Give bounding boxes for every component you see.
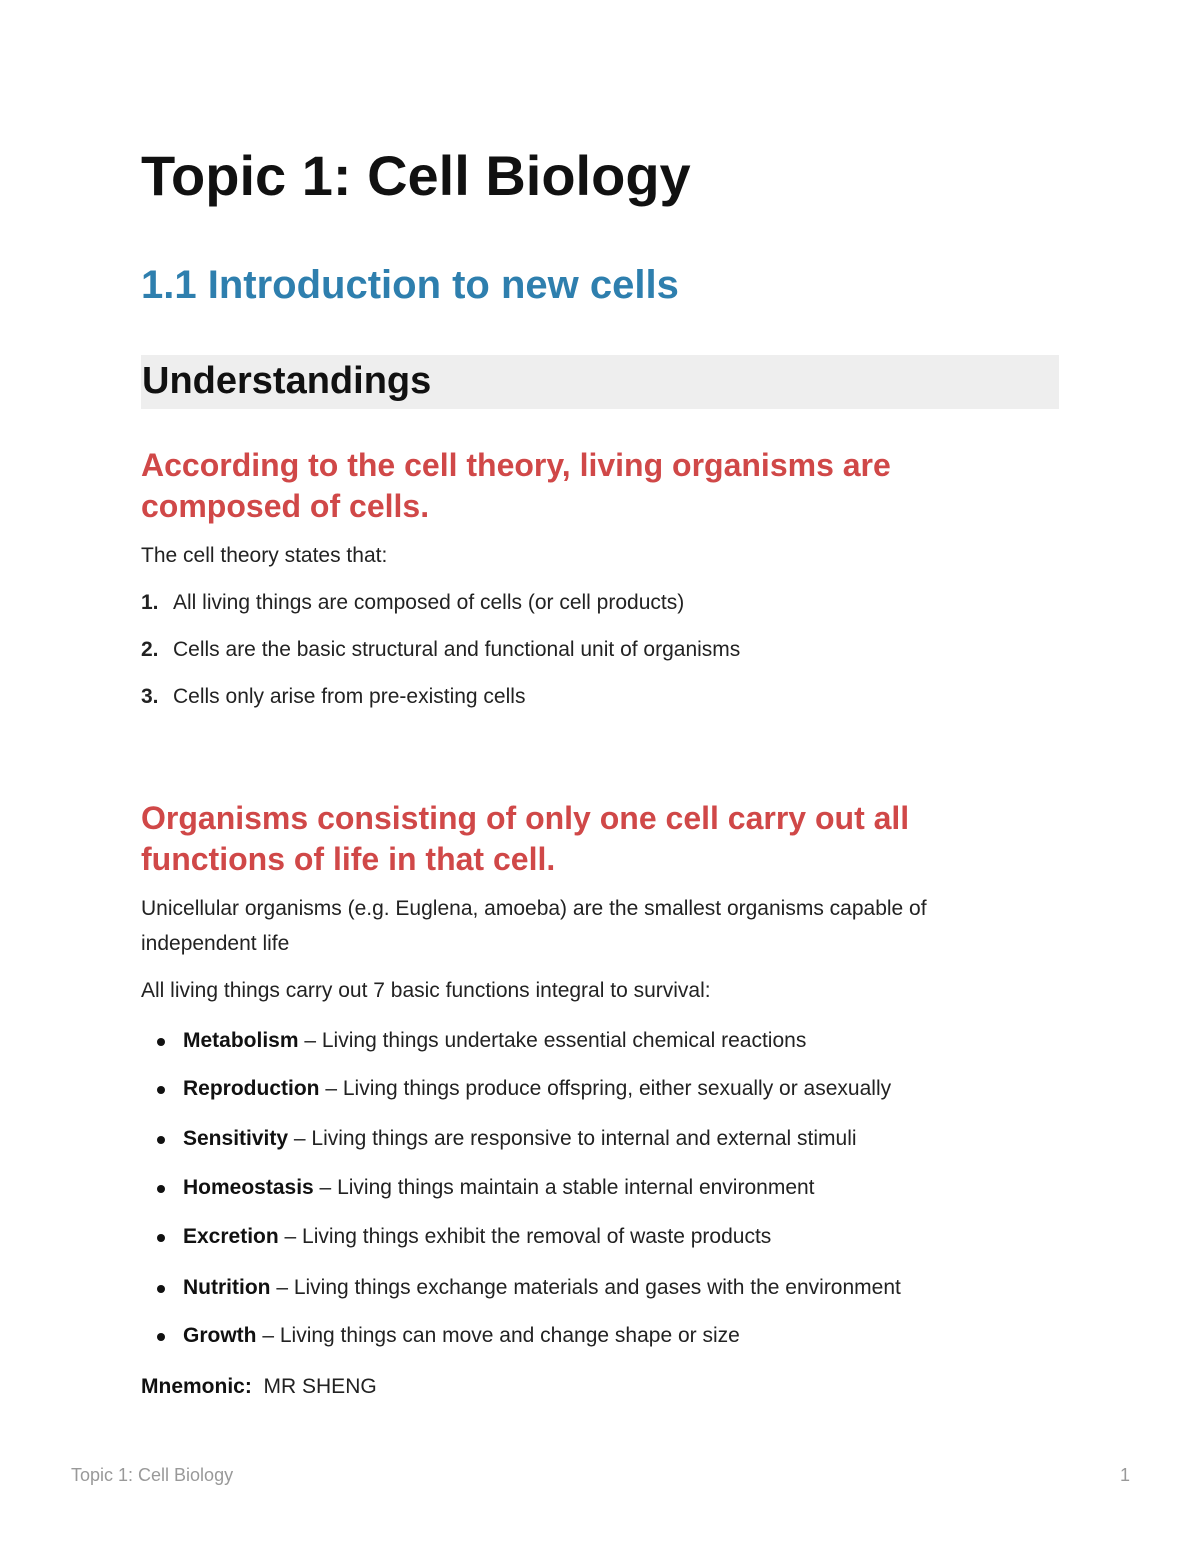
bullet-icon xyxy=(157,1234,165,1242)
page-title: Topic 1: Cell Biology xyxy=(141,144,691,207)
section-heading: 1.1 Introduction to new cells xyxy=(141,263,679,307)
point-number: 3. xyxy=(141,685,159,708)
point-text: Cells are the basic structural and functional unit of organisms xyxy=(173,638,741,661)
bullet-icon xyxy=(157,1038,165,1046)
function-desc: – Living things produce offspring, either sexually or asexually xyxy=(319,1077,892,1100)
bullet-icon xyxy=(157,1285,165,1293)
point-text: All living things are composed of cells (or cell products) xyxy=(173,591,685,614)
cell-theory-point xyxy=(141,588,684,618)
footer-title: Topic 1: Cell Biology xyxy=(71,1465,234,1485)
bullet-icon xyxy=(157,1136,165,1144)
function-desc: – Living things exhibit the removal of waste products xyxy=(278,1225,772,1248)
function-term: Reproduction xyxy=(183,1077,320,1100)
functions-intro: All living things carry out 7 basic functions integral to survival: xyxy=(141,979,711,1002)
function-desc: – Living things undertake essential chemical reactions xyxy=(298,1029,807,1052)
mnemonic-label: Mnemonic: xyxy=(141,1375,252,1398)
page-number: 1 xyxy=(1120,1465,1131,1485)
function-desc: – Living things maintain a stable internal environment xyxy=(313,1176,815,1199)
function-desc: – Living things can move and change shape or size xyxy=(256,1324,740,1347)
mnemonic-value: MR SHENG xyxy=(263,1375,377,1398)
point-text: Cells only arise from pre-existing cells xyxy=(173,685,526,708)
function-term: Homeostasis xyxy=(183,1176,314,1199)
cell-theory-point xyxy=(141,682,525,712)
mnemonic-line xyxy=(141,1372,377,1402)
point-number: 1. xyxy=(141,591,159,614)
function-term: Nutrition xyxy=(183,1276,271,1299)
point-number: 2. xyxy=(141,638,159,661)
bullet-icon xyxy=(157,1333,165,1341)
function-term: Metabolism xyxy=(183,1029,299,1052)
cell-theory-intro: The cell theory states that: xyxy=(141,544,388,567)
function-desc: – Living things exchange materials and gases with the environment xyxy=(270,1276,901,1299)
unicellular-text: Unicellular organisms (e.g. Euglena, amoeba) are the smallest organisms capable of independent life xyxy=(141,897,927,955)
function-term: Sensitivity xyxy=(183,1127,289,1150)
bullet-icon xyxy=(157,1185,165,1193)
cell-theory-heading: According to the cell theory, living organisms are composed of cells. xyxy=(141,447,891,524)
understandings-banner xyxy=(141,355,1059,409)
bullet-icon xyxy=(157,1086,165,1094)
function-term: Growth xyxy=(183,1324,257,1347)
function-term: Excretion xyxy=(183,1225,279,1248)
function-desc: – Living things are responsive to internal and external stimuli xyxy=(288,1127,857,1150)
unicellular-heading: Organisms consisting of only one cell carry out all functions of life in that cell. xyxy=(141,800,910,877)
cell-theory-point xyxy=(141,635,740,665)
understandings-label: Understandings xyxy=(142,360,432,402)
